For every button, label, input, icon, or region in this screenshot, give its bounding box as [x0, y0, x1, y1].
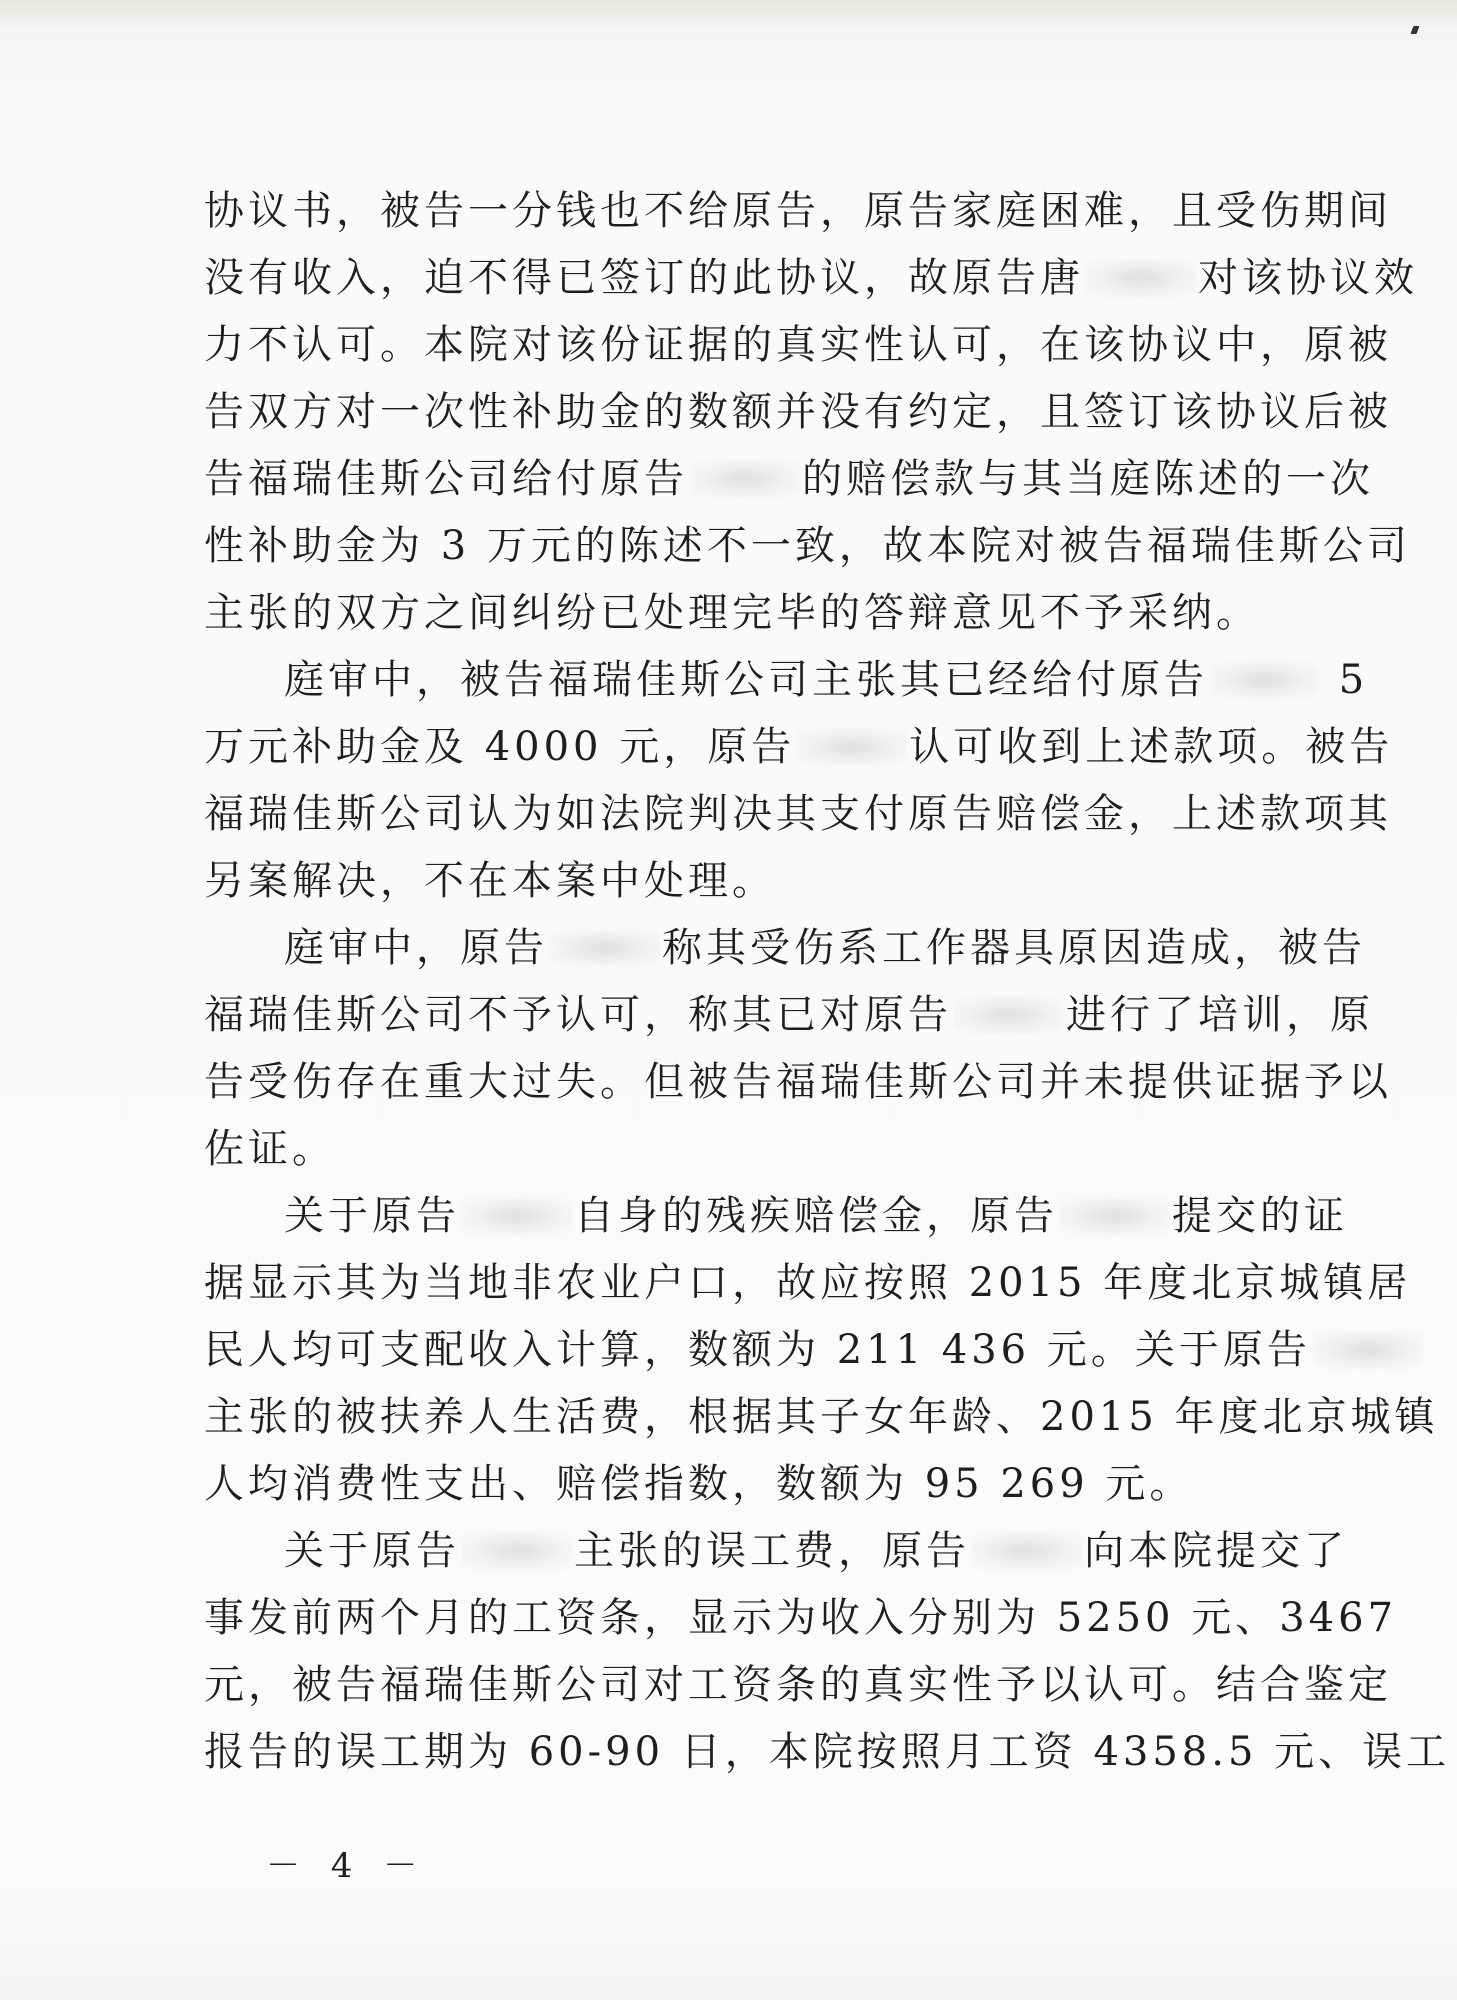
- text-segment: 福瑞佳斯公司不予认可，称其已对原告: [204, 992, 952, 1038]
- text-segment: 报告的误工期为 60-90 日，本院按照月工资 4358.5 元、误工: [204, 1729, 1451, 1775]
- text-line: [204, 848, 1302, 915]
- text-segment: 力不认可。本院对该份证据的真实性认可，在该协议中，原被: [204, 322, 1392, 368]
- redacted-name: [1060, 1197, 1170, 1235]
- text-segment: 主张的双方之间纠纷已处理完毕的答辩意见不予采纳。: [204, 590, 1260, 636]
- text-segment: 进行了培训，原: [1066, 992, 1374, 1038]
- text-line: [204, 178, 1392, 245]
- paragraph: [204, 647, 1394, 915]
- text-segment: 告福瑞佳斯公司给付原告: [204, 456, 688, 502]
- text-segment: 认可收到上述款项。被告: [909, 724, 1394, 770]
- redacted-name: [462, 1197, 572, 1235]
- text-segment: 5: [1322, 657, 1369, 703]
- text-segment: 告双方对一次性补助金的数额并没有约定，且签订该协议后被: [204, 389, 1392, 435]
- text-segment: 另案解决，不在本案中处理。: [204, 858, 776, 904]
- text-line: [204, 982, 1374, 1049]
- text-segment: 性补助金为 3 万元的陈述不一致，故本院对被告福瑞佳斯公司: [204, 523, 1411, 569]
- scan-top-shadow: [0, 0, 1457, 30]
- paragraph: [204, 1183, 1439, 1518]
- text-line: [204, 1317, 1311, 1384]
- text-segment: 提交的证: [1172, 1193, 1348, 1239]
- text-line: [204, 379, 1392, 446]
- text-segment: 自身的残疾赔偿金，原告: [574, 1193, 1058, 1239]
- text-line: [204, 1719, 1451, 1786]
- text-line: [204, 1183, 1348, 1250]
- text-line: [204, 513, 1411, 580]
- text-segment: 关于原告: [284, 1193, 460, 1239]
- redacted-name: [1210, 661, 1320, 699]
- text-segment: 庭审中，原告: [284, 925, 548, 971]
- text-segment: 据显示其为当地非农业户口，故应按照 2015 年度北京城镇居: [204, 1260, 1412, 1306]
- paragraph: [204, 1518, 1451, 1786]
- text-segment: 主张的误工费，原告: [574, 1528, 970, 1574]
- redacted-name: [972, 1532, 1082, 1570]
- text-line: [204, 1384, 1439, 1451]
- text-line: [204, 915, 1366, 982]
- redacted-name: [1086, 259, 1196, 297]
- text-segment: 人均消费性支出、赔偿指数，数额为 95 269 元。: [204, 1461, 1194, 1507]
- text-line: [204, 714, 1394, 781]
- text-line: [204, 245, 1418, 312]
- page-number: － 4 －: [266, 1846, 428, 1886]
- paragraph: [204, 915, 1392, 1183]
- redacted-name: [690, 460, 800, 498]
- text-line: [204, 647, 1369, 714]
- text-segment: 告受伤存在重大过失。但被告福瑞佳斯公司并未提供证据予以: [204, 1059, 1392, 1105]
- text-segment: 称其受伤系工作器具原因造成，被告: [662, 925, 1366, 971]
- text-line: [204, 1518, 1348, 1585]
- text-line: [204, 1585, 1398, 1652]
- text-segment: 事发前两个月的工资条，显示为收入分别为 5250 元、3467: [204, 1595, 1398, 1641]
- text-line: [204, 1116, 1302, 1183]
- redacted-name: [550, 929, 660, 967]
- text-segment: 主张的被扶养人生活费，根据其子女年龄、2015 年度北京城镇: [204, 1394, 1439, 1440]
- redacted-name: [462, 1532, 572, 1570]
- text-line: [204, 1250, 1412, 1317]
- text-segment: 的赔偿款与其当庭陈述的一次: [802, 456, 1374, 502]
- text-line: [204, 1049, 1392, 1116]
- ink-mark: [1411, 26, 1420, 34]
- text-line: [204, 312, 1392, 379]
- judgment-body-text: [204, 178, 1451, 1786]
- redacted-name: [797, 728, 907, 766]
- text-segment: 协议书，被告一分钱也不给原告，原告家庭困难，且受伤期间: [204, 188, 1392, 234]
- text-line: [204, 446, 1374, 513]
- redacted-name: [954, 996, 1064, 1034]
- text-segment: 佐证。: [204, 1126, 336, 1172]
- text-segment: 万元补助金及 4000 元，原告: [204, 724, 796, 770]
- text-segment: 元，被告福瑞佳斯公司对工资条的真实性予以认可。结合鉴定: [204, 1662, 1392, 1708]
- redacted-name: [1313, 1331, 1423, 1369]
- text-segment: 民人均可支配收入计算，数额为 211 436 元。关于原告: [204, 1327, 1311, 1373]
- text-line: [204, 580, 1302, 647]
- text-line: [204, 781, 1392, 848]
- text-segment: 对该协议效: [1198, 255, 1418, 301]
- text-line: [204, 1451, 1302, 1518]
- text-segment: 庭审中，被告福瑞佳斯公司主张其已经给付原告: [284, 657, 1208, 703]
- text-segment: 没有收入，迫不得已签订的此协议，故原告唐: [204, 255, 1084, 301]
- text-segment: 福瑞佳斯公司认为如法院判决其支付原告赔偿金，上述款项其: [204, 791, 1392, 837]
- text-segment: 关于原告: [284, 1528, 460, 1574]
- text-line: [204, 1652, 1392, 1719]
- paragraph: [204, 178, 1418, 647]
- text-segment: 向本院提交了: [1084, 1528, 1348, 1574]
